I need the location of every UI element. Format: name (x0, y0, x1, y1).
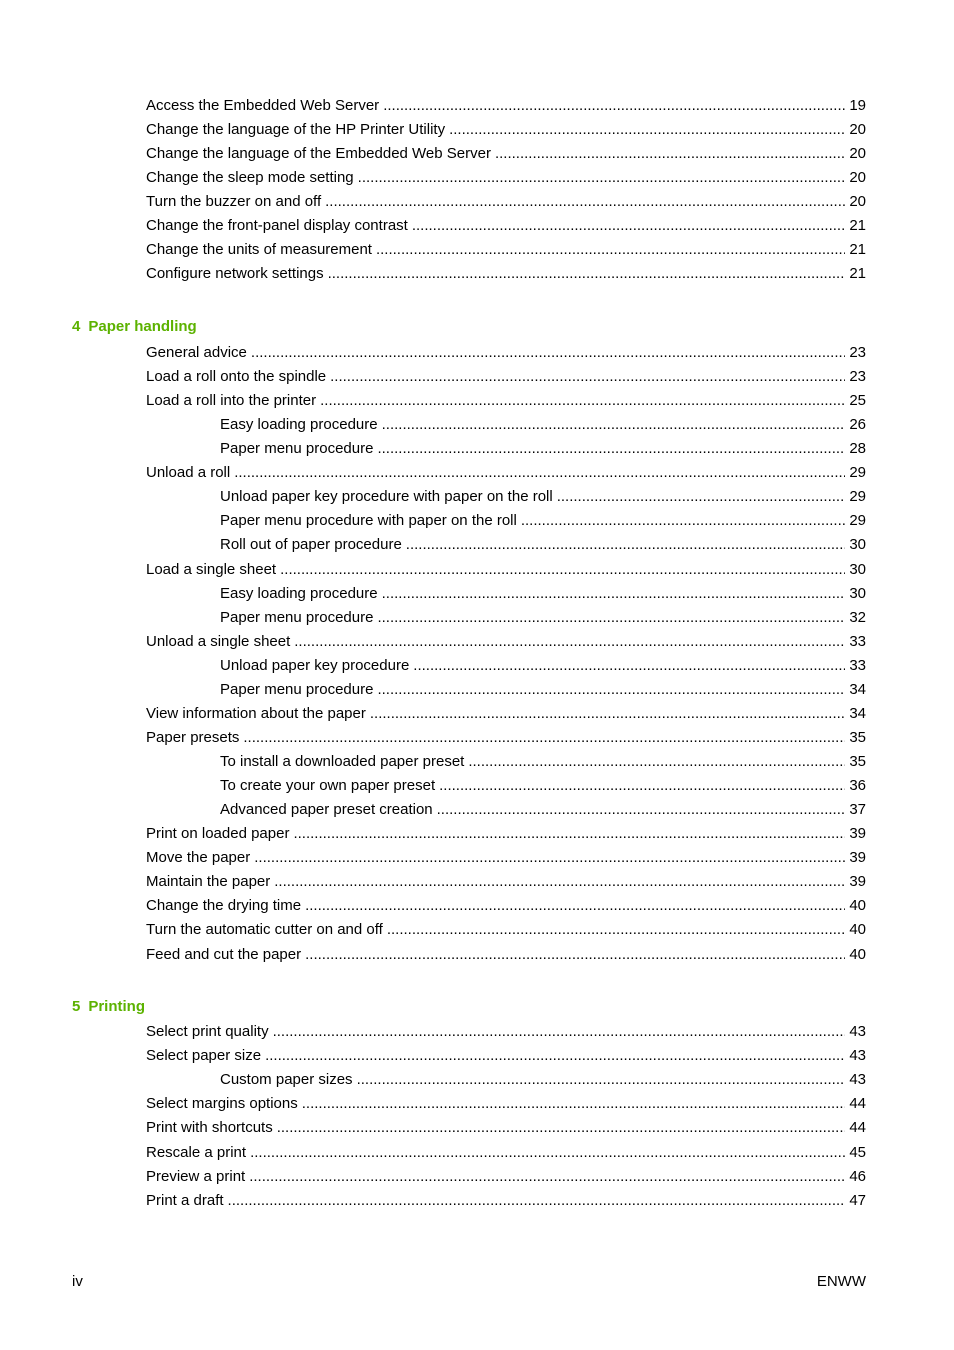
toc-entry[interactable] (146, 1167, 866, 1187)
toc-entry-page: 40 (849, 897, 866, 915)
dot-leader (437, 800, 846, 820)
dot-leader (294, 632, 845, 652)
dot-leader (250, 1143, 845, 1163)
toc-entry[interactable] (146, 391, 866, 411)
dot-leader (370, 704, 845, 724)
toc-entry[interactable] (146, 872, 866, 892)
toc-entry-title: Select paper size (146, 1047, 262, 1065)
dot-leader (377, 439, 845, 459)
toc-entry-title: Custom paper sizes (220, 1071, 353, 1089)
dot-leader (328, 264, 846, 284)
toc-entry-page: 44 (849, 1119, 866, 1137)
toc-entry[interactable] (146, 343, 866, 363)
toc-entry-page: 32 (849, 608, 866, 626)
toc-entry-page: 46 (849, 1167, 866, 1185)
dot-leader (330, 367, 845, 387)
toc-entry-title: Load a roll onto the spindle (146, 368, 327, 386)
toc-entry-title: Change the front-panel display contrast (146, 217, 408, 234)
dot-leader (377, 608, 845, 628)
dot-leader (413, 656, 845, 676)
dot-leader (357, 1070, 846, 1090)
chapter-title: Printing (88, 998, 146, 1015)
toc-entry-page: 25 (849, 392, 866, 410)
toc-entry-page: 43 (849, 1047, 866, 1065)
footer-doc-code: ENWW (816, 1273, 866, 1290)
toc-entry[interactable] (146, 120, 866, 140)
toc-entry-page: 30 (849, 584, 866, 602)
toc-entry-title: Configure network settings (146, 265, 324, 282)
toc-entry-page: 20 (849, 169, 866, 186)
toc-entry-title: Easy loading procedure (220, 416, 378, 434)
toc-entry-title: Paper menu procedure (220, 680, 374, 698)
toc-entry-title: Feed and cut the paper (146, 945, 302, 963)
toc-entry[interactable] (146, 728, 866, 748)
toc-entry-title: General advice (146, 344, 247, 361)
dot-leader (439, 776, 845, 796)
toc-entry[interactable] (146, 96, 866, 116)
toc-entry-page: 35 (849, 728, 866, 746)
toc-entry[interactable] (146, 168, 866, 188)
toc-entry-page: 34 (849, 680, 866, 698)
toc-entry[interactable] (220, 415, 866, 435)
dot-leader (325, 192, 845, 212)
toc-entry[interactable] (146, 367, 866, 387)
toc-entry[interactable] (146, 896, 866, 916)
toc-entry-title: Change the language of the Embedded Web Server (146, 145, 491, 162)
toc-entry-title: Print on loaded paper (146, 825, 290, 843)
toc-entry-title: View information about the paper (146, 704, 366, 722)
chapter-number: 4 (72, 318, 81, 335)
toc-entry-page: 23 (849, 344, 866, 361)
toc-entry[interactable] (146, 1046, 866, 1066)
toc-entry-page: 47 (849, 1191, 866, 1209)
dot-leader (302, 1094, 846, 1114)
dot-leader (449, 120, 845, 140)
dot-leader (376, 240, 845, 260)
toc-entry[interactable] (146, 264, 866, 284)
toc-entry[interactable] (146, 560, 866, 580)
toc-entry-page: 43 (849, 1023, 866, 1040)
dot-leader (320, 391, 845, 411)
dot-leader (387, 920, 846, 940)
toc-entry-page: 20 (849, 121, 866, 138)
dot-leader (305, 945, 845, 965)
toc-entry[interactable] (220, 680, 866, 700)
toc-entry-page: 34 (849, 704, 866, 722)
toc-entry-page: 35 (849, 753, 866, 771)
toc-entry[interactable] (146, 920, 866, 940)
toc-entry-page: 29 (849, 512, 866, 530)
toc-entry[interactable] (220, 1070, 866, 1090)
toc-entry-title: Change the language of the HP Printer Utility (146, 121, 446, 138)
toc-entry[interactable] (146, 704, 866, 724)
toc-entry-title: Roll out of paper procedure (220, 536, 402, 554)
chapter-heading-5[interactable] (72, 997, 145, 1017)
toc-entry-page: 23 (849, 368, 866, 386)
toc-entry[interactable] (220, 776, 866, 796)
toc-entry-page: 30 (849, 560, 866, 578)
toc-entry-title: To create your own paper preset (220, 777, 436, 795)
toc-entry[interactable] (146, 240, 866, 260)
dot-leader (249, 1167, 845, 1187)
toc-entry-title: Select margins options (146, 1095, 298, 1113)
toc-entry-title: Preview a print (146, 1167, 246, 1185)
toc-entry-title: Advanced paper preset creation (220, 801, 433, 819)
toc-entry-page: 20 (849, 145, 866, 162)
dot-leader (274, 872, 845, 892)
dot-leader (358, 168, 846, 188)
toc-entry[interactable] (146, 216, 866, 236)
toc-entry[interactable] (146, 1022, 866, 1042)
toc-entry-page: 21 (849, 241, 866, 258)
toc-entry[interactable] (146, 192, 866, 212)
dot-leader (234, 463, 845, 483)
dot-leader (305, 896, 845, 916)
toc-entry-page: 39 (849, 873, 866, 891)
toc-entry[interactable] (146, 945, 866, 965)
toc-entry-page: 40 (849, 945, 866, 963)
toc-entry-page: 29 (849, 488, 866, 506)
toc-entry-title: Load a roll into the printer (146, 392, 317, 410)
toc-entry[interactable] (220, 439, 866, 459)
chapter-title: Paper handling (88, 318, 197, 335)
dot-leader (273, 1022, 846, 1042)
toc-entry[interactable] (220, 800, 866, 820)
toc-entry-page: 39 (849, 849, 866, 867)
toc-entry-page: 36 (849, 777, 866, 795)
chapter-number: 5 (72, 998, 81, 1015)
toc-entry[interactable] (220, 511, 866, 531)
toc-entry[interactable] (220, 584, 866, 604)
dot-leader (406, 535, 846, 555)
toc-entry-page: 33 (849, 632, 866, 650)
dot-leader (265, 1046, 845, 1066)
dot-leader (468, 752, 845, 772)
dot-leader (495, 144, 845, 164)
toc-entry[interactable] (146, 632, 866, 652)
toc-entry[interactable] (220, 752, 866, 772)
toc-entry-title: Access the Embedded Web Server (146, 97, 380, 114)
toc-entry-title: To install a downloaded paper preset (220, 753, 465, 771)
toc-entry-title: Change the sleep mode setting (146, 169, 354, 186)
toc-entry-title: Unload paper key procedure with paper on the roll (220, 488, 553, 506)
toc-entry-page: 37 (849, 801, 866, 819)
toc-entry-page: 40 (849, 921, 866, 939)
toc-entry[interactable] (146, 1118, 866, 1138)
toc-entry-title: Turn the automatic cutter on and off (146, 921, 383, 939)
dot-leader (228, 1191, 846, 1211)
toc-entry[interactable] (146, 848, 866, 868)
toc-entry-title: Load a single sheet (146, 560, 277, 578)
dot-leader (243, 728, 845, 748)
toc-entry-page: 19 (849, 97, 866, 114)
dot-leader (412, 216, 845, 236)
toc-entry[interactable] (146, 1094, 866, 1114)
toc-entry[interactable] (220, 608, 866, 628)
toc-entry-page: 30 (849, 536, 866, 554)
toc-entry-title: Unload a roll (146, 464, 231, 482)
toc-entry[interactable] (146, 1143, 866, 1163)
dot-leader (277, 1118, 846, 1138)
toc-entry-page: 45 (849, 1143, 866, 1161)
toc-entry-page: 44 (849, 1095, 866, 1113)
toc-entry-title: Change the drying time (146, 897, 302, 915)
toc-entry-title: Easy loading procedure (220, 584, 378, 602)
footer-page-number: iv (72, 1273, 83, 1290)
toc-entry-title: Paper presets (146, 728, 240, 746)
dot-leader (280, 560, 845, 580)
toc-entry-page: 43 (849, 1071, 866, 1089)
toc-entry-title: Unload a single sheet (146, 632, 291, 650)
toc-entry-title: Paper menu procedure (220, 440, 374, 458)
toc-entry-title: Print a draft (146, 1191, 224, 1209)
toc-entry-page: 21 (849, 217, 866, 234)
dot-leader (254, 848, 845, 868)
toc-entry-page: 20 (849, 193, 866, 210)
toc-entry-title: Move the paper (146, 849, 251, 867)
toc-entry-page: 29 (849, 464, 866, 482)
toc-entry-title: Rescale a print (146, 1143, 247, 1161)
dot-leader (382, 415, 846, 435)
toc-entry[interactable] (220, 487, 866, 507)
toc-entry-title: Select print quality (146, 1023, 269, 1040)
toc-entry-title: Maintain the paper (146, 873, 271, 891)
toc-entry[interactable] (146, 1191, 866, 1211)
toc-entry-page: 28 (849, 440, 866, 458)
dot-leader (377, 680, 845, 700)
dot-leader (382, 584, 846, 604)
toc-entry-page: 26 (849, 416, 866, 434)
toc-entry-title: Change the units of measurement (146, 241, 372, 258)
toc-entry-page: 33 (849, 656, 866, 674)
toc-entry[interactable] (146, 463, 866, 483)
toc-entry[interactable] (220, 535, 866, 555)
dot-leader (293, 824, 845, 844)
toc-entry-title: Unload paper key procedure (220, 656, 410, 674)
toc-entry-title: Paper menu procedure with paper on the roll (220, 512, 517, 530)
dot-leader (557, 487, 846, 507)
toc-entry-title: Print with shortcuts (146, 1119, 273, 1137)
dot-leader (383, 96, 845, 116)
toc-entry-title: Turn the buzzer on and off (146, 193, 322, 210)
toc-entry-page: 39 (849, 825, 866, 843)
toc-entry[interactable] (220, 656, 866, 676)
toc-entry[interactable] (146, 824, 866, 844)
chapter-heading-4[interactable] (72, 317, 197, 337)
toc-entry-page: 21 (849, 265, 866, 282)
dot-leader (251, 343, 845, 363)
toc-entry-title: Paper menu procedure (220, 608, 374, 626)
toc-entry[interactable] (146, 144, 866, 164)
dot-leader (521, 511, 845, 531)
